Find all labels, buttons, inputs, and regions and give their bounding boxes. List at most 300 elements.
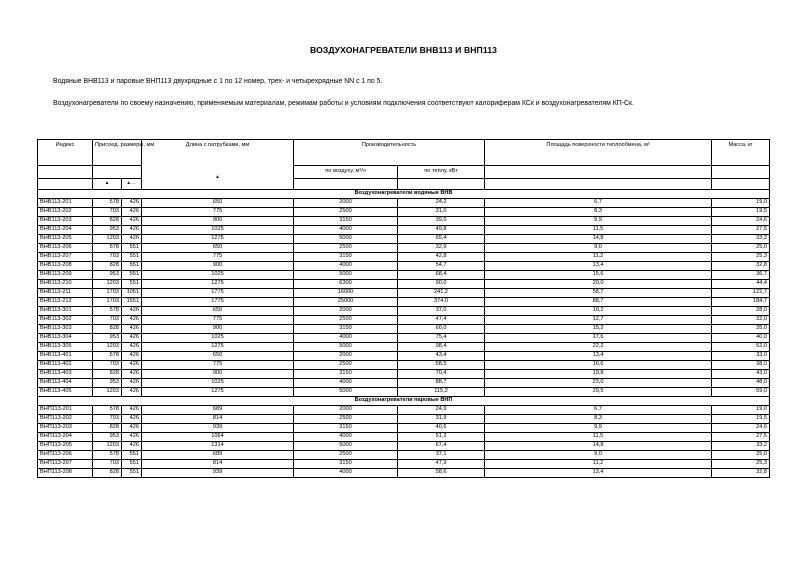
table-cell: ВНВ113-204	[38, 226, 93, 235]
table-cell: 19,5	[712, 415, 770, 424]
table-cell: 814	[142, 460, 294, 469]
table-cell: 551	[122, 280, 142, 289]
table-cell: 19,0	[712, 199, 770, 208]
table-cell: ВНП113-201	[38, 406, 93, 415]
table-cell: 426	[122, 334, 142, 343]
table-cell: ВНВ113-304	[38, 334, 93, 343]
table-cell: 1703	[93, 298, 122, 307]
table-cell: 578	[93, 307, 122, 316]
marker-a: ▴	[93, 179, 122, 190]
table-cell: 551	[122, 469, 142, 478]
table-cell: 650	[142, 307, 294, 316]
table-cell: 37,0	[398, 307, 485, 316]
blank-cell	[398, 179, 485, 190]
table-cell: 703	[93, 316, 122, 325]
table-cell: ВНП113-206	[38, 451, 93, 460]
table-cell: ВНВ113-302	[38, 316, 93, 325]
table-cell: 578	[93, 199, 122, 208]
table-cell: 578	[93, 244, 122, 253]
table-cell: 775	[142, 253, 294, 262]
specs-table	[37, 139, 770, 478]
table-row	[38, 334, 770, 343]
section-title: Воздухонагреватели водяные ВНВ	[38, 190, 770, 199]
table-cell: 33,0	[712, 352, 770, 361]
table-cell: ВНП113-203	[38, 424, 93, 433]
table-cell: 115,2	[398, 388, 485, 397]
table-cell: 689	[142, 451, 294, 460]
table-cell: 11,2	[485, 460, 712, 469]
table-cell: 23,0	[485, 379, 712, 388]
table-row	[38, 424, 770, 433]
blank-cell	[712, 179, 770, 190]
table-cell: 98,4	[398, 343, 485, 352]
table-cell: ВНВ113-206	[38, 244, 93, 253]
table-cell: 16000	[294, 289, 398, 298]
table-row	[38, 379, 770, 388]
table-cell: 36,7	[712, 271, 770, 280]
table-cell: 3150	[294, 217, 398, 226]
table-cell: 426	[122, 415, 142, 424]
table-row	[38, 469, 770, 478]
table-cell: ВНВ113-211	[38, 289, 93, 298]
table-cell: 426	[122, 235, 142, 244]
marker-b: ▴…	[122, 179, 142, 190]
description-paragraph: Воздухонагреватели по своему назначению, применяемым материалам, режимам работы и условиям подключения соответствуют калориферам КСк и воздухонагревателям КП-Ск.	[53, 100, 634, 107]
table-cell: 24,6	[712, 217, 770, 226]
table-row	[38, 199, 770, 208]
table-cell: 12,7	[485, 316, 712, 325]
table-cell: 900	[142, 370, 294, 379]
table-cell: 551	[122, 271, 142, 280]
table-cell: 1025	[142, 226, 294, 235]
table-cell: 2500	[294, 316, 398, 325]
table-cell: ВНВ113-404	[38, 379, 93, 388]
table-cell: 17,6	[485, 334, 712, 343]
intro-paragraph: Водяные ВНВ113 и паровые ВНП113 двухрядные с 1 по 12 номер, трех- и четырехрядные NN с 1 по 5.	[53, 78, 383, 85]
table-cell: 703	[93, 460, 122, 469]
table-cell: 5000	[294, 442, 398, 451]
table-row	[38, 316, 770, 325]
table-cell: 814	[142, 415, 294, 424]
table-cell: 43,4	[398, 352, 485, 361]
table-cell: 1275	[142, 388, 294, 397]
table-cell: 122,7	[712, 289, 770, 298]
table-cell: 1314	[142, 442, 294, 451]
table-cell: 1203	[93, 343, 122, 352]
blank-cell	[294, 179, 398, 190]
table-cell: 4000	[294, 469, 398, 478]
table-cell: 900	[142, 262, 294, 271]
table-cell: 828	[93, 325, 122, 334]
table-cell: 426	[122, 352, 142, 361]
table-cell: 47,9	[398, 460, 485, 469]
blank-cell	[38, 179, 93, 190]
table-cell: 25000	[294, 298, 398, 307]
table-cell: 775	[142, 316, 294, 325]
table-cell: ВНВ113-403	[38, 370, 93, 379]
table-cell: 54,7	[398, 262, 485, 271]
table-cell: 828	[93, 424, 122, 433]
table-row	[38, 352, 770, 361]
table-cell: 426	[122, 388, 142, 397]
table-cell: 19,8	[485, 370, 712, 379]
header-index: Индекс	[38, 140, 93, 166]
table-cell: 11,2	[485, 253, 712, 262]
table-cell: ВНВ113-208	[38, 262, 93, 271]
table-cell: 4000	[294, 379, 398, 388]
table-cell: 4000	[294, 226, 398, 235]
table-cell: 47,4	[398, 316, 485, 325]
table-cell: 32,9	[398, 244, 485, 253]
table-cell: 939	[142, 469, 294, 478]
table-row	[38, 298, 770, 307]
table-cell: 184,7	[712, 298, 770, 307]
table-cell: 1025	[142, 334, 294, 343]
section-header-row	[38, 397, 770, 406]
table-cell: ВНП113-205	[38, 442, 93, 451]
table-cell: 35,0	[712, 325, 770, 334]
table-row	[38, 289, 770, 298]
table-cell: 15,2	[485, 325, 712, 334]
table-cell: ВНВ113-201	[38, 199, 93, 208]
table-cell: ВНП113-207	[38, 460, 93, 469]
table-cell: 3150	[294, 460, 398, 469]
table-row	[38, 406, 770, 415]
table-cell: 11,5	[485, 433, 712, 442]
table-cell: ВНВ113-301	[38, 307, 93, 316]
table-cell: 900	[142, 217, 294, 226]
table-cell: 14,8	[485, 235, 712, 244]
table-cell: 5000	[294, 343, 398, 352]
table-row	[38, 415, 770, 424]
table-cell: 38,0	[712, 361, 770, 370]
table-cell: 551	[122, 244, 142, 253]
table-row	[38, 433, 770, 442]
header-by-air: по воздуху, м³/ч	[294, 166, 398, 179]
table-cell: 58,6	[398, 469, 485, 478]
table-cell: 44,4	[712, 280, 770, 289]
table-cell: 13,4	[485, 352, 712, 361]
table-cell: 2500	[294, 451, 398, 460]
table-cell: 25,0	[712, 244, 770, 253]
table-cell: 5000	[294, 271, 398, 280]
table-cell: 16,6	[485, 361, 712, 370]
table-cell: 9,9	[485, 424, 712, 433]
table-cell: 551	[122, 253, 142, 262]
table-cell: 1203	[93, 442, 122, 451]
table-row	[38, 217, 770, 226]
table-cell: 2500	[294, 208, 398, 217]
table-cell: 58,7	[485, 289, 712, 298]
table-cell: 828	[93, 262, 122, 271]
table-cell: 426	[122, 433, 142, 442]
table-cell: 551	[122, 262, 142, 271]
table-cell: ВНВ113-303	[38, 325, 93, 334]
table-cell: ВНВ113-405	[38, 388, 93, 397]
table-row	[38, 253, 770, 262]
table-cell: 426	[122, 379, 142, 388]
table-cell: 37,1	[398, 451, 485, 460]
header-mass: Масса, кг	[712, 140, 770, 166]
table-cell: 49,8	[398, 226, 485, 235]
table-cell: 40,6	[398, 424, 485, 433]
table-cell: 953	[93, 334, 122, 343]
table-cell: 3150	[294, 424, 398, 433]
header-connection: Присоед. размеры, мм	[93, 140, 142, 166]
table-cell: 22,2	[485, 343, 712, 352]
table-cell: 33,2	[712, 442, 770, 451]
table-cell: ВНВ113-212	[38, 298, 93, 307]
table-cell: 20,0	[485, 280, 712, 289]
table-cell: 59,0	[712, 388, 770, 397]
table-cell: 2000	[294, 307, 398, 316]
table-row	[38, 235, 770, 244]
table-cell: 426	[122, 361, 142, 370]
table-cell: 578	[93, 451, 122, 460]
table-cell: 43,0	[712, 370, 770, 379]
table-row	[38, 208, 770, 217]
table-cell: 19,0	[712, 406, 770, 415]
table-cell: 3150	[294, 370, 398, 379]
table-cell: 32,8	[712, 262, 770, 271]
blank-cell	[93, 166, 142, 179]
table-cell: ВНВ113-305	[38, 343, 93, 352]
table-cell: 650	[142, 199, 294, 208]
table-cell: 6,7	[485, 406, 712, 415]
page-title: ВОЗДУХОНАГРЕВАТЕЛИ ВНВ113 И ВНП113	[310, 45, 497, 55]
table-cell: 68,4	[398, 271, 485, 280]
table-cell: 650	[142, 244, 294, 253]
table-cell: 24,2	[398, 199, 485, 208]
table-cell: 939	[142, 424, 294, 433]
table-cell: 2500	[294, 415, 398, 424]
table-cell: 1051	[122, 289, 142, 298]
table-cell: 88,7	[485, 298, 712, 307]
table-cell: 551	[122, 460, 142, 469]
section-title: Воздухонагреватели паровые ВНП	[38, 397, 770, 406]
table-cell: 31,9	[398, 415, 485, 424]
table-cell: 90,0	[398, 280, 485, 289]
table-cell: 58,5	[398, 361, 485, 370]
table-row	[38, 460, 770, 469]
table-cell: 1275	[142, 280, 294, 289]
table-row	[38, 370, 770, 379]
table-cell: 31,0	[398, 208, 485, 217]
table-cell: 27,5	[712, 226, 770, 235]
table-cell: 2000	[294, 352, 398, 361]
table-cell: 42,8	[398, 253, 485, 262]
table-cell: 426	[122, 208, 142, 217]
table-row	[38, 244, 770, 253]
table-cell: 9,0	[485, 451, 712, 460]
table-cell: ВНВ113-401	[38, 352, 93, 361]
header-area: Площадь поверхности теплообмена, м²	[485, 140, 712, 166]
table-cell: 828	[93, 370, 122, 379]
table-row	[38, 442, 770, 451]
table-cell: 703	[93, 208, 122, 217]
table-cell: 8,3	[485, 208, 712, 217]
table-cell: 10,2	[485, 307, 712, 316]
table-cell: 1203	[93, 388, 122, 397]
table-cell: 32,8	[712, 469, 770, 478]
table-cell: 1203	[93, 235, 122, 244]
table-row	[38, 361, 770, 370]
table-cell: 13,4	[485, 262, 712, 271]
table-cell: 3150	[294, 253, 398, 262]
table-cell: 1275	[142, 343, 294, 352]
table-cell: 775	[142, 361, 294, 370]
table-cell: 25,0	[712, 451, 770, 460]
header-length-marker: ▴	[216, 173, 219, 180]
table-cell: 8,3	[485, 415, 712, 424]
table-cell: 5000	[294, 235, 398, 244]
table-cell: 51,2	[398, 433, 485, 442]
table-cell: 67,4	[398, 442, 485, 451]
table-cell: 13,4	[485, 469, 712, 478]
table-cell: 39,5	[398, 217, 485, 226]
table-cell: 578	[93, 406, 122, 415]
table-cell: 650	[142, 352, 294, 361]
table-cell: 9,9	[485, 217, 712, 226]
table-cell: 4000	[294, 262, 398, 271]
table-cell: 900	[142, 325, 294, 334]
table-cell: 426	[122, 406, 142, 415]
table-cell: 426	[122, 370, 142, 379]
table-row	[38, 307, 770, 316]
table-cell: ВНВ113-205	[38, 235, 93, 244]
blank-cell	[485, 179, 712, 190]
table-cell: 426	[122, 226, 142, 235]
table-cell: 52,0	[712, 343, 770, 352]
table-row	[38, 451, 770, 460]
table-cell: 953	[93, 379, 122, 388]
table-cell: 551	[122, 451, 142, 460]
table-row	[38, 388, 770, 397]
table-cell: ВНВ113-203	[38, 217, 93, 226]
table-cell: 1775	[142, 298, 294, 307]
table-cell: 953	[93, 433, 122, 442]
table-cell: 703	[93, 361, 122, 370]
table-cell: 2500	[294, 361, 398, 370]
header-performance: Производительность	[294, 140, 485, 166]
table-cell: 689	[142, 406, 294, 415]
blank-cell	[38, 166, 93, 179]
table-cell: 2000	[294, 406, 398, 415]
table-cell: 1203	[93, 280, 122, 289]
table-cell: 578	[93, 352, 122, 361]
table-cell: 703	[93, 253, 122, 262]
table-row	[38, 262, 770, 271]
table-cell: 24,6	[712, 424, 770, 433]
table-cell: 4000	[294, 433, 398, 442]
table-cell: 426	[122, 307, 142, 316]
table-cell: ВНП113-204	[38, 433, 93, 442]
table-cell: 426	[122, 316, 142, 325]
table-cell: 25,3	[712, 253, 770, 262]
table-cell: 19,5	[712, 208, 770, 217]
table-cell: 29,5	[485, 388, 712, 397]
table-cell: 25,3	[712, 460, 770, 469]
table-cell: ВНВ113-209	[38, 271, 93, 280]
table-cell: 2000	[294, 199, 398, 208]
table-cell: 88,7	[398, 379, 485, 388]
table-row	[38, 226, 770, 235]
table-cell: 32,0	[712, 316, 770, 325]
table-cell: 65,4	[398, 235, 485, 244]
table-cell: 1064	[142, 433, 294, 442]
table-cell: 2500	[294, 244, 398, 253]
table-cell: 33,2	[712, 235, 770, 244]
table-cell: 1025	[142, 379, 294, 388]
table-cell: 426	[122, 424, 142, 433]
table-cell: 1703	[93, 289, 122, 298]
table-cell: 953	[93, 271, 122, 280]
table-cell: 426	[122, 343, 142, 352]
blank-cell	[712, 166, 770, 179]
header-row	[38, 140, 770, 166]
section-header-row	[38, 190, 770, 199]
table-cell: 15,6	[485, 271, 712, 280]
table-cell: 5000	[294, 388, 398, 397]
table-row	[38, 343, 770, 352]
table-cell: 241,2	[398, 289, 485, 298]
table-cell: 426	[122, 442, 142, 451]
table-cell: 24,9	[398, 406, 485, 415]
table-cell: 4000	[294, 334, 398, 343]
table-cell: 14,8	[485, 442, 712, 451]
table-row	[38, 271, 770, 280]
table-row	[38, 325, 770, 334]
table-cell: 1275	[142, 235, 294, 244]
table-cell: 60,0	[398, 325, 485, 334]
table-cell: 828	[93, 469, 122, 478]
table-row	[38, 280, 770, 289]
table-cell: 1775	[142, 289, 294, 298]
table-cell: ВНП113-208	[38, 469, 93, 478]
header-length-label: Длина с патрубками, мм	[185, 142, 250, 148]
header-length	[142, 140, 294, 190]
table-cell: 9,0	[485, 244, 712, 253]
table-cell: 703	[93, 415, 122, 424]
table-cell: ВНВ113-202	[38, 208, 93, 217]
table-cell: ВНП113-202	[38, 415, 93, 424]
table-cell: 3150	[294, 325, 398, 334]
table-cell: 1551	[122, 298, 142, 307]
blank-cell	[485, 166, 712, 179]
table-cell: 75,4	[398, 334, 485, 343]
table-cell: 6300	[294, 280, 398, 289]
table-cell: 775	[142, 208, 294, 217]
table-cell: 40,0	[712, 334, 770, 343]
table-cell: ВНВ113-402	[38, 361, 93, 370]
table-cell: 1025	[142, 271, 294, 280]
table-cell: 953	[93, 226, 122, 235]
table-cell: 6,7	[485, 199, 712, 208]
table-cell: 70,4	[398, 370, 485, 379]
table-cell: 374,0	[398, 298, 485, 307]
table-cell: 28,0	[712, 307, 770, 316]
table-cell: 426	[122, 325, 142, 334]
table-cell: 426	[122, 217, 142, 226]
header-by-heat: по теплу, кВт	[398, 166, 485, 179]
table-cell: 48,0	[712, 379, 770, 388]
table-cell: 11,5	[485, 226, 712, 235]
table-cell: 27,5	[712, 433, 770, 442]
table-cell: ВНВ113-210	[38, 280, 93, 289]
table-cell: ВНВ113-207	[38, 253, 93, 262]
table-cell: 828	[93, 217, 122, 226]
table-cell: 426	[122, 199, 142, 208]
